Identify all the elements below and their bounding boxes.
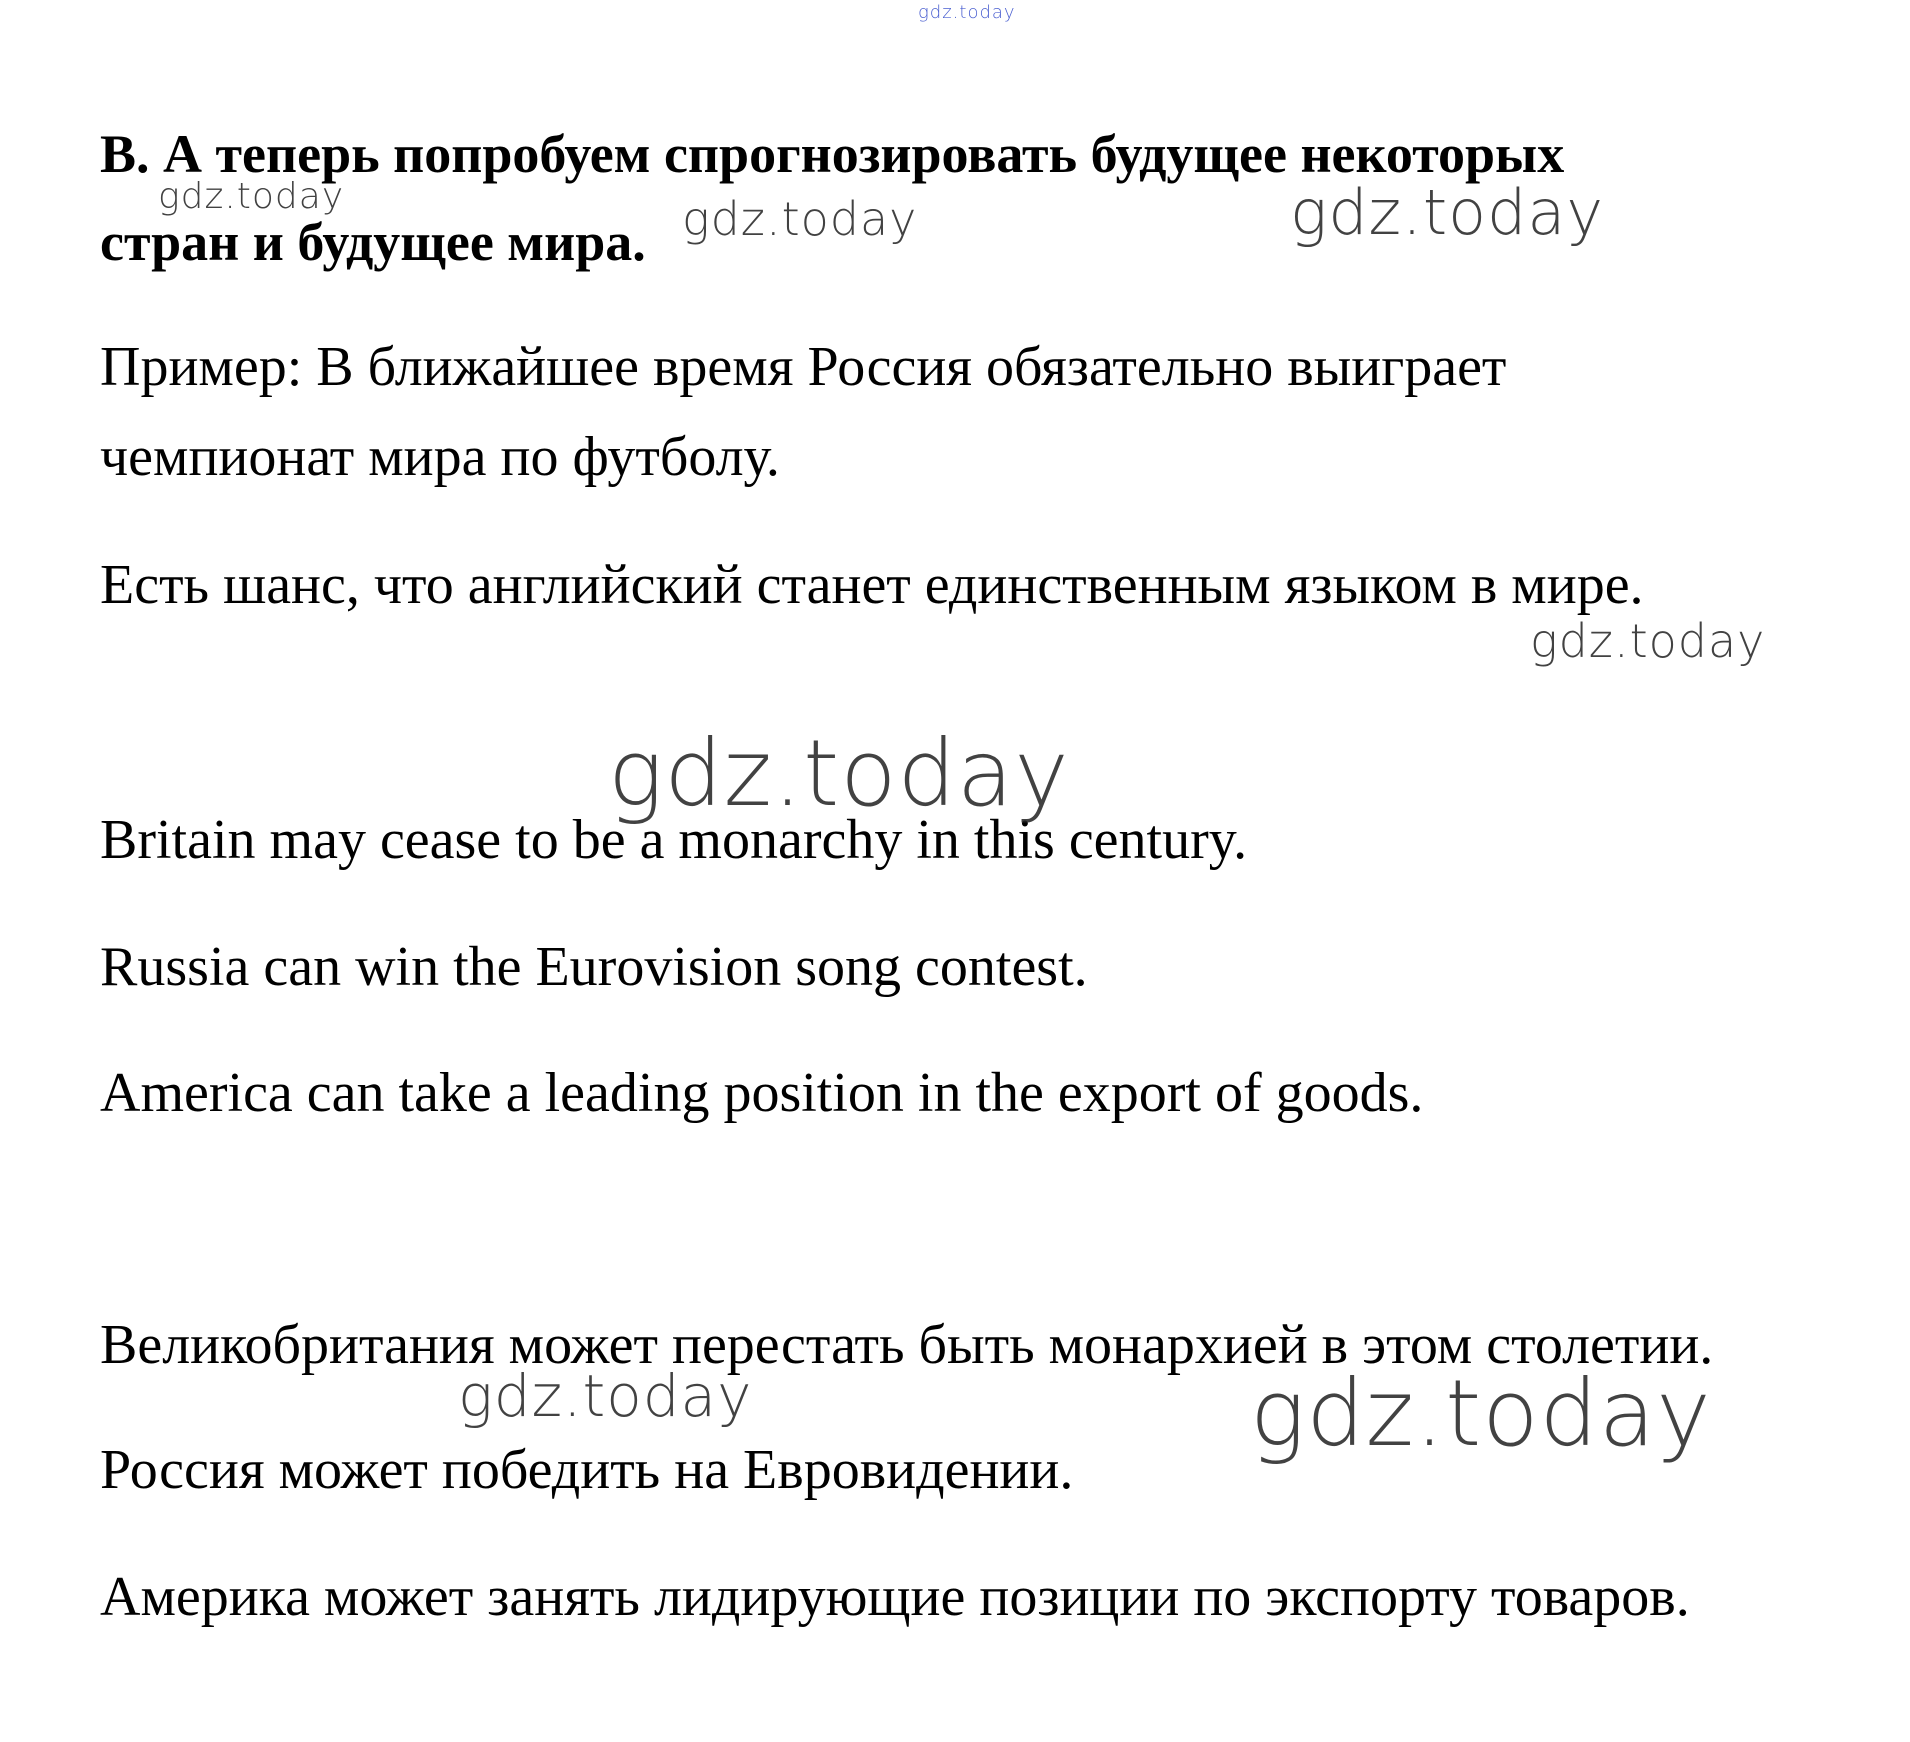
watermark-1: gdz.today: [158, 176, 345, 217]
en-sentence-3: America can take a leading position in the export of goods.: [100, 1062, 1424, 1124]
heading-line-2: стран и будущее мира.: [100, 212, 646, 272]
watermark-7: gdz.today: [1250, 1360, 1712, 1467]
watermark-5: gdz.today: [608, 720, 1070, 827]
watermark-4: gdz.today: [1530, 614, 1766, 668]
en-sentence-1: Britain may cease to be a monarchy in this century.: [100, 809, 1248, 871]
watermark-2: gdz.today: [682, 192, 918, 246]
ru-sentence-1: Великобритания может перестать быть монархией в этом столетии.: [100, 1314, 1714, 1376]
ru-sentence-2: Россия может победить на Евровидении.: [100, 1439, 1074, 1501]
example-line-2: чемпионат мира по футболу.: [100, 426, 780, 488]
heading-line-1: B. А теперь попробуем спрогнозировать будущее некоторых: [100, 124, 1565, 184]
en-sentence-2: Russia can win the Eurovision song contest.: [100, 936, 1088, 998]
watermark-top: gdz.today: [918, 2, 1016, 23]
intro-sentence: Есть шанс, что английский станет единственным языком в мире.: [100, 554, 1644, 616]
ru-sentence-3: Америка может занять лидирующие позиции по экспорту товаров.: [100, 1566, 1690, 1628]
watermark-3: gdz.today: [1290, 176, 1605, 249]
watermark-6: gdz.today: [458, 1362, 753, 1430]
example-line-1: Пример: В ближайшее время Россия обязательно выиграет: [100, 336, 1507, 398]
